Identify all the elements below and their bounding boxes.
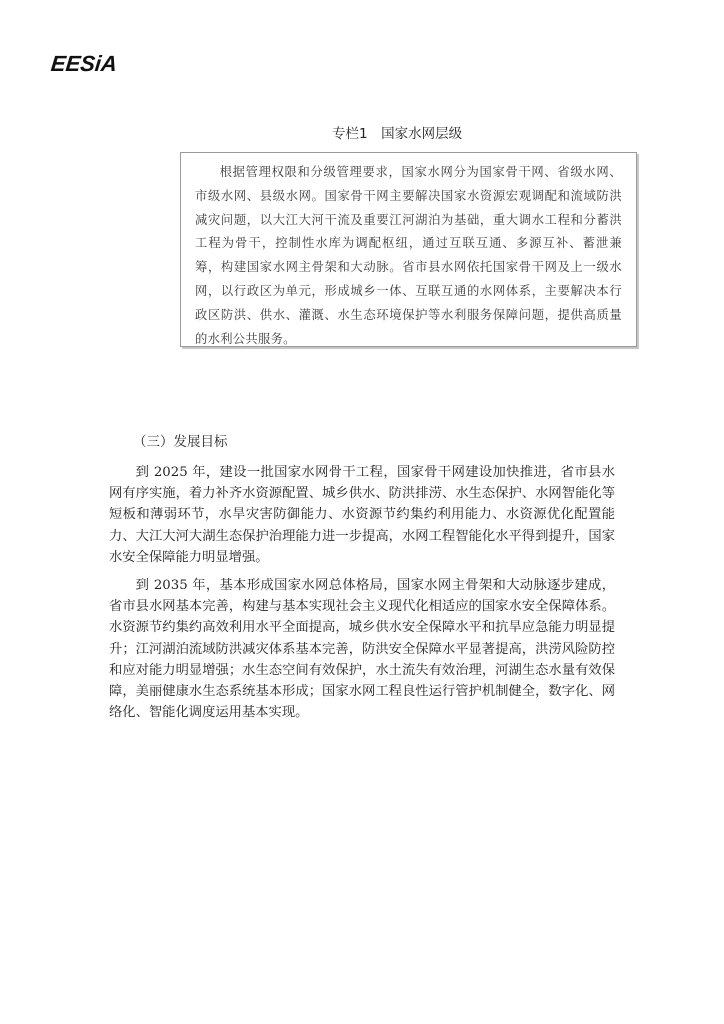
column-box: [180, 152, 637, 347]
column-box-title: 专栏1 国家水网层级: [332, 126, 463, 142]
section-heading: （三）发展目标: [133, 434, 228, 450]
paragraph-2035-goals: 到 2035 年，基本形成国家水网总体格局，国家水网主骨架和大动脉逐步建成，省市县水网基本完善，构建与基本实现社会主义现代化相适应的国家水安全保障体系。水资源节约集约高效利用水平全面提高，城乡供水安全保障水平和抗旱应急能力明显提升；江河湖泊流域防洪减灾体系基本完善，防洪安全保障水平显著提高，洪涝风险防控和应对能力明显增强；水生态空间有效保护，水土流失有效治理，河湖生态水量有效保障，美丽健康水生态系统基本形成；国家水网工程良性运行管护机制健全，数字化、网络化、智能化调度运用基本实现。: [109, 578, 615, 721]
eesia-logo: EESiA: [49, 51, 119, 76]
column-box-text: 根据管理权限和分级管理要求，国家水网分为国家骨干网、省级水网、市级水网、县级水网。国家骨干网主要解决国家水资源宏观调配和流域防洪减灾问题，以大江大河干流及重要江河湖泊为基础，重大调水工程和分蓄洪工程为骨干，控制性水库为调配枢纽，通过互联互通、多源互补、蓄泄兼筹，构建国家水网主骨架和大动脉。省市县水网依托国家骨干网及上一级水网，以行政区为单元，形成城乡一体、互联互通的水网体系，主要解决本行政区防洪、供水、灌溉、水生态环境保护等水利服务保障问题，提供高质量的水利公共服务。: [195, 165, 622, 346]
paragraph-2025-goals: 到 2025 年，建设一批国家水网骨干工程，国家骨干网建设加快推进，省市县水网有序实施，着力补齐水资源配置、城乡供水、防洪排涝、水生态保护、水网智能化等短板和薄弱环节，水旱灾害防御能力、水资源节约集约利用能力、水资源优化配置能力、大江大河大湖生态保护治理能力进一步提高，水网工程智能化水平得到提升，国家水安全保障能力明显增强。: [109, 465, 615, 565]
